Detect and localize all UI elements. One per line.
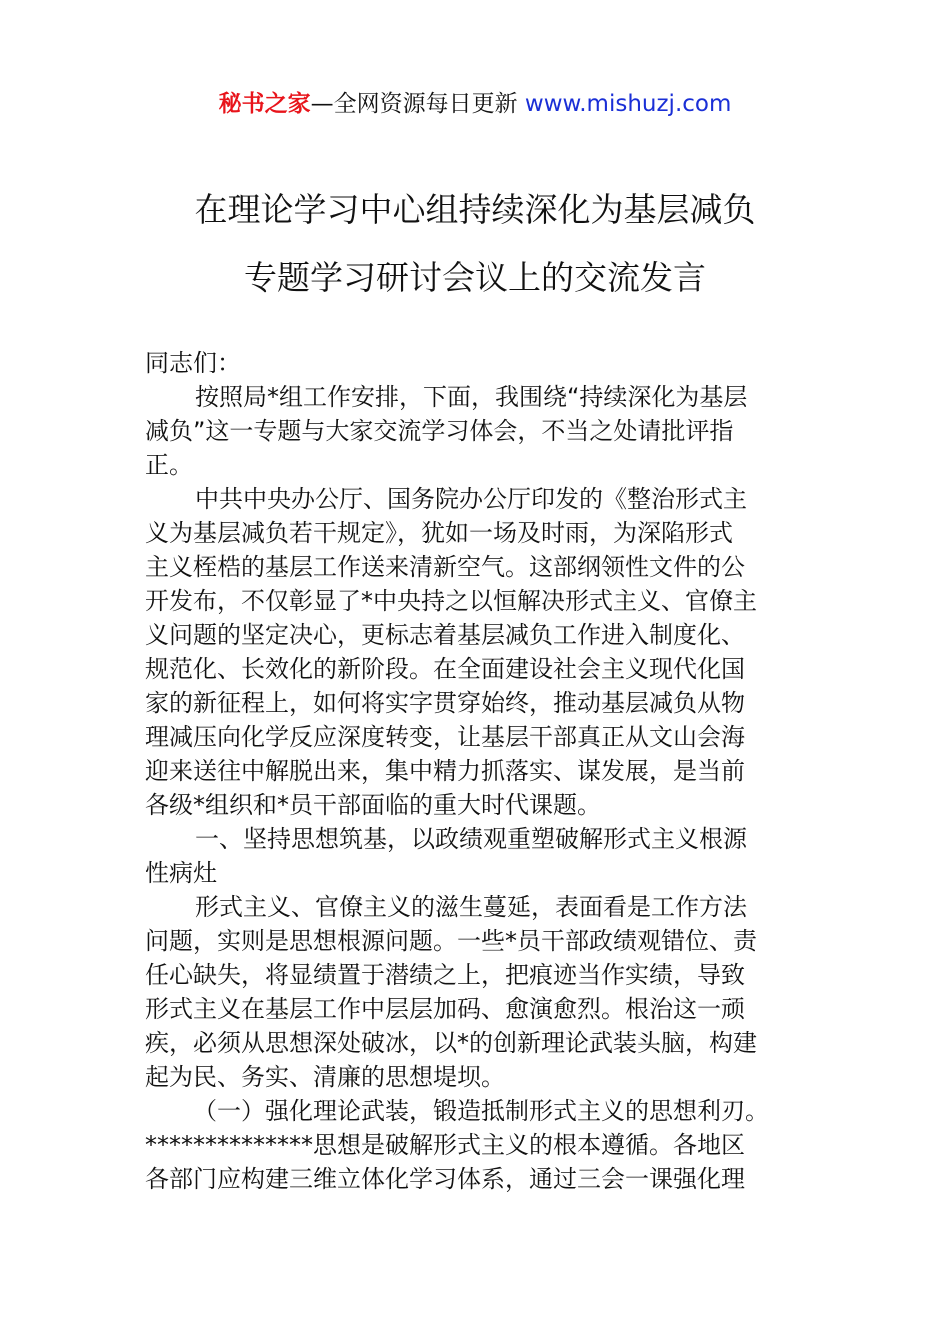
body-line: 义问题的坚定决心，更标志着基层减负工作进入制度化、 bbox=[145, 621, 745, 649]
body-line: **************思想是破解形式主义的根本遵循。各地区 bbox=[145, 1131, 745, 1159]
section-heading-cont: 性病灶 bbox=[145, 859, 217, 887]
body-line: 中共中央办公厅、国务院办公厅印发的《整治形式主 bbox=[195, 485, 747, 513]
document-title-line-1: 在理论学习中心组持续深化为基层减负 bbox=[194, 190, 756, 229]
body-line: 规范化、长效化的新阶段。在全面建设社会主义现代化国 bbox=[145, 655, 745, 683]
section-heading: 一、坚持思想筑基，以政绩观重塑破解形式主义根源 bbox=[195, 825, 747, 853]
document-body bbox=[145, 346, 825, 1196]
body-line: 问题，实则是思想根源问题。一些*员干部政绩观错位、责 bbox=[145, 927, 757, 955]
subsection-heading: （一）强化理论武装，锻造抵制形式主义的思想利刃。 bbox=[193, 1097, 769, 1125]
body-line: 疾，必须从思想深处破冰，以*的创新理论武装头脑，构建 bbox=[145, 1029, 757, 1057]
salutation: 同志们： bbox=[145, 349, 241, 377]
site-brand: 秘书之家 bbox=[218, 91, 311, 117]
body-line: 形式主义在基层工作中层层加码、愈演愈烈。根治这一顽 bbox=[145, 995, 745, 1023]
body-line: 家的新征程上，如何将实字贯穿始终，推动基层减负从物 bbox=[145, 689, 745, 717]
body-line: 理减压向化学反应深度转变，让基层干部真正从文山会海 bbox=[145, 723, 745, 751]
body-line: 迎来送往中解脱出来，集中精力抓落实、谋发展，是当前 bbox=[145, 757, 745, 785]
body-line: 按照局*组工作安排，下面，我围绕“持续深化为基层 bbox=[195, 383, 748, 411]
body-line: 主义桎梏的基层工作送来清新空气。这部纲领性文件的公 bbox=[145, 553, 745, 581]
site-header bbox=[0, 88, 950, 120]
body-line: 各级*组织和*员干部面临的重大时代课题。 bbox=[145, 791, 601, 819]
body-line: 形式主义、官僚主义的滋生蔓延，表面看是工作方法 bbox=[195, 893, 747, 921]
body-line: 起为民、务实、清廉的思想堤坝。 bbox=[145, 1063, 505, 1091]
body-line: 开发布，不仅彰显了*中央持之以恒解决形式主义、官僚主 bbox=[145, 587, 757, 615]
document-title-line-2: 专题学习研讨会议上的交流发言 bbox=[244, 258, 706, 297]
body-line: 义为基层减负若干规定》，犹如一场及时雨，为深陷形式 bbox=[145, 519, 733, 547]
body-line: 减负”这一专题与大家交流学习体会，不当之处请批评指 bbox=[145, 417, 734, 445]
body-line: 正。 bbox=[145, 451, 193, 479]
site-tagline: —全网资源每日更新 bbox=[310, 91, 525, 117]
body-line: 任心缺失，将显绩置于潜绩之上，把痕迹当作实绩，导致 bbox=[145, 961, 745, 989]
site-url-link[interactable]: www.mishuzj.com bbox=[524, 91, 732, 117]
body-line: 各部门应构建三维立体化学习体系，通过三会一课强化理 bbox=[145, 1165, 745, 1193]
